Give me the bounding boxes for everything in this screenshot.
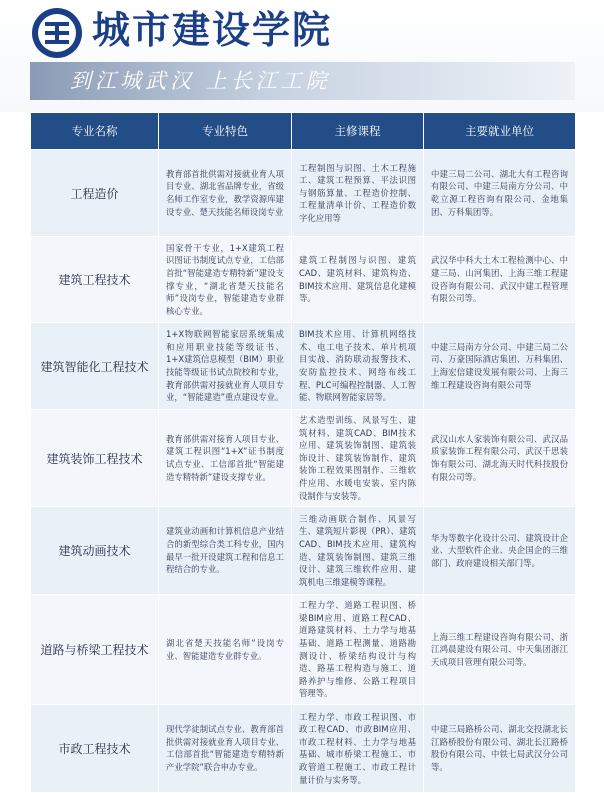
major-name: 道路与桥梁工程技术	[31, 595, 159, 705]
table-header-row	[31, 113, 576, 150]
major-employers: 武汉华中科大土木工程检测中心、中建三局、山河集团、上海三维工程建设咨询有限公司、武汉中建工程管理有限公司等。	[424, 237, 576, 323]
column-header-employers: 主要就业单位	[424, 113, 576, 150]
major-feature: 1+X物联网智能家居系统集成和应用职业技能等级证书、1+X建筑信息模型（BIM）职业技能等级证书试点院校和专业，教育部供需对接就业育人项目专业，“智能建造”重点建设专业。	[159, 323, 292, 410]
major-name: 建筑动画技术	[31, 507, 159, 595]
college-emblem-icon	[30, 6, 84, 60]
page-header	[0, 0, 604, 112]
major-courses: 工程力学、市政工程识图、市政工程CAD、市政BIM应用、市政工程材料、土力学与地基基础、城市桥梁工程施工、市政管道工程施工、市政工程计量计价与实务等。	[292, 704, 424, 792]
major-name: 建筑智能化工程技术	[31, 323, 159, 410]
major-courses: 艺术造型训练、风景写生、建筑材料、建筑CAD、BIM技术应用、建筑装饰制图、建筑装饰设计、建筑装饰制作、建筑装饰工程效果图制作、三维软件应用、水暖电安装、室内陈设制作与安装等。	[292, 410, 424, 507]
major-name: 建筑装饰工程技术	[31, 410, 159, 507]
major-feature: 建筑业动画和计算机信息产业结合的新型综合类工科专业，国内最早一批开设建筑工程和信息工程结合的专业。	[159, 507, 292, 595]
major-courses: 建筑工程制图与识图、建筑CAD、建筑材料、建筑构造、BIM技术应用、建筑信息化建模等。	[292, 237, 424, 323]
majors-table-container	[30, 112, 575, 793]
column-header-feature: 专业特色	[159, 113, 292, 150]
major-employers: 华为等数字化设计公司、建筑设计企业、大型软件企业、央企国企的三维部门、政府建设相关部门等。	[424, 507, 576, 595]
major-employers: 上海三维工程建设咨询有限公司、浙江鸿晨建设有限公司、中天集团浙江天成项目管理有限公司等。	[424, 595, 576, 705]
major-feature: 教育部供需对接育人项目专业、建筑工程识图“1+X”证书制度试点专业、工信部首批“智能建造专精特新”建设支撑专业。	[159, 410, 292, 507]
table-row	[31, 410, 576, 507]
table-row	[31, 595, 576, 705]
college-title: 城市建设学院	[92, 8, 333, 52]
major-employers: 中建三局二公司、湖北大有工程咨询有限公司、中建三局南方分公司、中乾立源工程咨询有限公司、金地集团、万科集团等。	[424, 150, 576, 237]
major-feature: 湖北省楚天技能名师”设岗专业、智能建造专业群专业。	[159, 595, 292, 705]
table-row	[31, 323, 576, 410]
table-row	[31, 150, 576, 237]
major-feature: 现代学徒制试点专业、教育部首批供需对接就业育人项目专业、工信部首批“智能建造专精特新产业学院”联合申办专业。	[159, 704, 292, 792]
major-courses: 工程力学、道路工程识图、桥梁BIM应用、道路工程CAD、道路建筑材料、土力学与地基基础、道路工程测量、道路勘测设计、桥梁结构设计与构造、路基工程构造与施工、道路养护与维修、公路工程项目管理等。	[292, 595, 424, 705]
major-name: 建筑工程技术	[31, 237, 159, 323]
table-row	[31, 507, 576, 595]
major-courses: 三维动画联合制作、风景写生、建筑短片影视（PR）、建筑CAD、BIM技术应用、建筑构造、建筑装饰制图、建筑三维设计、建筑三维软件应用、建筑机电三维建模等课程。	[292, 507, 424, 595]
majors-table	[30, 112, 576, 793]
table-row	[31, 704, 576, 792]
major-courses: 工程制图与识图、土木工程施工、建筑工程预算、平法识图与钢筋算量、工程造价控制、工程量清单计价、工程造价数字化应用等	[292, 150, 424, 237]
major-employers: 中建三局路桥公司、湖北交投湖北长江路桥股份有限公司、湖北长江路桥股份有限公司、中铁七局武汉分公司等。	[424, 704, 576, 792]
column-header-major: 专业名称	[31, 113, 159, 150]
major-courses: BIM技术应用、计算机网络技术、电工电子技术、单片机项目实战、消防联动报警技术、安防监控技术、网络布线工程、PLC可编程控制器、人工智能、物联网智能家居等。	[292, 323, 424, 410]
major-name: 工程造价	[31, 150, 159, 237]
slogan-text: 到江城武汉 上长江工院	[70, 69, 331, 93]
column-header-courses: 主修课程	[292, 113, 424, 150]
major-feature: 教育部首批供需对接就业育人项目专业、湖北省品牌专业，省级名师工作室专业，教学资源库建设专业、楚天技能名师设岗专业	[159, 150, 292, 237]
major-feature: 国家骨干专业，1+X建筑工程识图证书制度试点专业，工信部首批“智能建造专精特新”建设支撑专业，“湖北省楚天技能名师”设岗专业，智能建造专业群核心专业。	[159, 237, 292, 323]
major-employers: 武汉山水人家装饰有限公司、武汉品质家装饰工程有限公司、武汉千思装饰有限公司、湖北海天时代科技股份有限公司等。	[424, 410, 576, 507]
table-row	[31, 237, 576, 323]
major-name: 市政工程技术	[31, 704, 159, 792]
major-employers: 中建三局南方分公司、中建三局二公司、万豪国际酒店集团、万科集团、上海宏信建设发展有限公司、上海三维工程建设咨询有限公司等	[424, 323, 576, 410]
